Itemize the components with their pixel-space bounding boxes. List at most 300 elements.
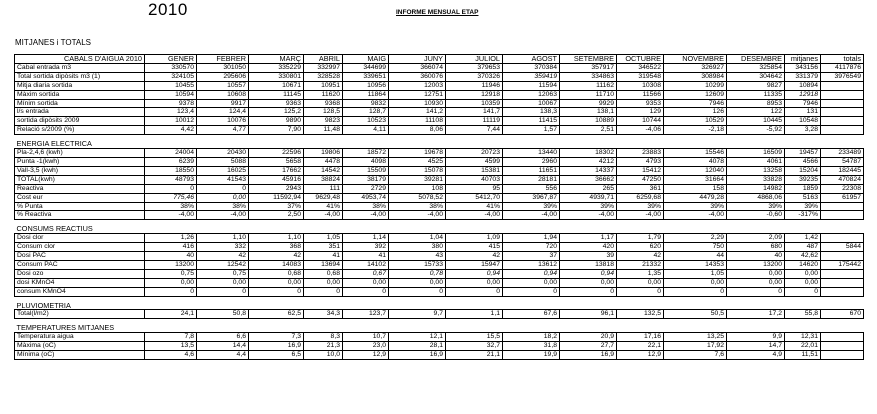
data-cell: 10930 [389, 99, 446, 108]
data-cell: 16,9 [249, 342, 304, 351]
data-cell: 304642 [727, 72, 785, 81]
data-cell: 32,7 [446, 342, 503, 351]
data-cell: 334863 [560, 72, 617, 81]
data-cell [821, 342, 864, 351]
data-cell: 125,2 [249, 108, 304, 117]
section-header-row [15, 324, 864, 332]
data-cell [821, 117, 864, 126]
data-cell: 21,3 [304, 342, 343, 351]
data-cell: 15078 [389, 166, 446, 175]
table-row [15, 99, 864, 108]
row-label: % Reactiva [15, 211, 145, 220]
data-cell: 670 [821, 310, 864, 319]
data-cell: 38% [343, 202, 389, 211]
data-cell: 9827 [727, 81, 785, 90]
data-cell: -0,60 [727, 211, 785, 220]
data-cell: 9353 [617, 99, 664, 108]
data-cell: 20723 [446, 149, 503, 158]
row-label: Temperatura aigua [15, 333, 145, 342]
data-cell: 22308 [821, 184, 864, 193]
data-cell [821, 351, 864, 360]
data-cell: 0 [197, 287, 249, 296]
data-cell: 39% [617, 202, 664, 211]
data-cell: 41 [343, 252, 389, 261]
data-cell: 13,25 [664, 333, 727, 342]
data-cell: 40 [727, 252, 785, 261]
data-cell: 10557 [197, 81, 249, 90]
data-cell: 0,94 [560, 269, 617, 278]
data-cell: 10951 [304, 81, 343, 90]
data-cell: 1,1 [446, 310, 503, 319]
data-cell: 0 [145, 184, 197, 193]
data-cell: 10445 [727, 117, 785, 126]
data-cell: 10308 [617, 81, 664, 90]
data-cell: 1,09 [446, 234, 503, 243]
table-row [15, 310, 864, 319]
data-cell: 0,00 [343, 278, 389, 287]
data-cell: 0,00 [503, 278, 560, 287]
data-cell: 13818 [560, 260, 617, 269]
column-header: totals [821, 55, 864, 64]
data-cell: -4,00 [446, 211, 503, 220]
data-cell: 0 [617, 287, 664, 296]
data-cell: 12751 [389, 90, 446, 99]
data-cell: 13440 [503, 149, 560, 158]
data-cell: 13200 [145, 260, 197, 269]
data-cell: 366074 [389, 63, 446, 72]
data-cell: 10,0 [304, 351, 343, 360]
data-cell: 10076 [197, 117, 249, 126]
section-header-row [15, 225, 864, 233]
data-cell: 39% [560, 202, 617, 211]
data-cell: 1,05 [664, 269, 727, 278]
data-cell: 10523 [343, 117, 389, 126]
table-row [15, 211, 864, 220]
column-header: OCTUBRE [617, 55, 664, 64]
data-cell: 8,06 [389, 126, 446, 135]
table-row [15, 126, 864, 135]
data-cell: 9,7 [389, 310, 446, 319]
section-header-row [15, 55, 864, 64]
data-cell: 330801 [249, 72, 304, 81]
data-cell: 40703 [446, 175, 503, 184]
data-cell: 10067 [503, 99, 560, 108]
row-label: % Punta [15, 202, 145, 211]
data-cell: 17,16 [617, 333, 664, 342]
data-cell: 0,75 [197, 269, 249, 278]
data-cell: 41% [446, 202, 503, 211]
data-cell [821, 81, 864, 90]
data-cell: 108 [389, 184, 446, 193]
data-cell: 129 [617, 108, 664, 117]
data-cell: 23883 [617, 149, 664, 158]
table-row [15, 243, 864, 252]
table-row [15, 175, 864, 184]
row-label: Cost eur [15, 193, 145, 202]
data-cell: 0,68 [249, 269, 304, 278]
data-cell: 13200 [727, 260, 785, 269]
data-cell: 1859 [785, 184, 821, 193]
table-row [15, 260, 864, 269]
data-cell: 1,57 [503, 126, 560, 135]
table-row [15, 193, 864, 202]
data-cell: 9832 [343, 99, 389, 108]
data-cell: 9917 [197, 99, 249, 108]
data-cell: 14,7 [727, 342, 785, 351]
data-cell: 14083 [249, 260, 304, 269]
data-cell: 0,00 [389, 278, 446, 287]
data-cell: 18550 [145, 166, 197, 175]
data-cell: 6239 [145, 157, 197, 166]
data-cell: 12918 [785, 90, 821, 99]
data-cell [821, 269, 864, 278]
data-cell: 328528 [304, 72, 343, 81]
data-cell: 0 [249, 287, 304, 296]
data-cell: 38% [145, 202, 197, 211]
data-cell: 1,14 [343, 234, 389, 243]
data-cell: 15509 [343, 166, 389, 175]
data-table [14, 54, 864, 360]
section-title: PLUVIOMETRIA [15, 302, 864, 310]
table-row [15, 287, 864, 296]
data-cell: 12040 [664, 166, 727, 175]
data-cell [821, 211, 864, 220]
row-label: TOTAL(kwh) [15, 175, 145, 184]
data-cell: 332 [197, 243, 249, 252]
table-row [15, 90, 864, 99]
data-cell: 122 [727, 108, 785, 117]
table-row [15, 351, 864, 360]
data-cell: 487 [785, 243, 821, 252]
row-label: Consum PAC [15, 260, 145, 269]
row-label: Màxim sortida [15, 90, 145, 99]
data-cell: 0,00 [785, 278, 821, 287]
data-cell: -4,00 [343, 211, 389, 220]
data-cell: 331379 [785, 72, 821, 81]
data-cell: 4793 [617, 157, 664, 166]
data-cell: 0 [727, 287, 785, 296]
data-cell: 4479,28 [664, 193, 727, 202]
data-cell: 4212 [560, 157, 617, 166]
data-cell: 0 [446, 287, 503, 296]
data-cell: 15381 [446, 166, 503, 175]
data-cell [821, 252, 864, 261]
data-cell: 1,04 [389, 234, 446, 243]
row-label: Punta -1(kwh) [15, 157, 145, 166]
row-label: Dosi ozo [15, 269, 145, 278]
table-row [15, 149, 864, 158]
data-cell: 339651 [343, 72, 389, 81]
data-cell: 11,51 [785, 351, 821, 360]
data-cell: 3976549 [821, 72, 864, 81]
data-cell: 11592,94 [249, 193, 304, 202]
data-cell: 265 [560, 184, 617, 193]
data-cell: 12,9 [617, 351, 664, 360]
data-cell: 0,00 [785, 269, 821, 278]
data-cell: 380 [389, 243, 446, 252]
table-row [15, 72, 864, 81]
row-label: Dosi PAC [15, 252, 145, 261]
table-row [15, 63, 864, 72]
data-cell: 18,2 [503, 333, 560, 342]
data-cell: 10744 [617, 117, 664, 126]
data-cell: 13694 [304, 260, 343, 269]
data-cell: 0 [785, 287, 821, 296]
data-cell: 0,00 [446, 278, 503, 287]
data-cell: 11710 [560, 90, 617, 99]
data-cell: 5658 [249, 157, 304, 166]
section-title: CONSUMS REACTIUS [15, 225, 864, 233]
data-cell: 15733 [389, 260, 446, 269]
column-header: DESEMBRE [727, 55, 785, 64]
data-cell: 50,8 [197, 310, 249, 319]
data-cell: 20,9 [560, 333, 617, 342]
data-cell: 12918 [446, 90, 503, 99]
table-row [15, 117, 864, 126]
table-row [15, 81, 864, 90]
data-cell: 28,1 [389, 342, 446, 351]
data-cell: 6,5 [249, 351, 304, 360]
data-cell: 16025 [197, 166, 249, 175]
data-cell: 39% [503, 202, 560, 211]
data-cell: 420 [560, 243, 617, 252]
data-cell: 4078 [664, 157, 727, 166]
data-cell: -4,00 [560, 211, 617, 220]
data-cell: 34,3 [304, 310, 343, 319]
data-cell: 2,09 [727, 234, 785, 243]
data-cell: 22,1 [617, 342, 664, 351]
data-cell: 12063 [503, 90, 560, 99]
row-label: Relació s/2009 (%) [15, 126, 145, 135]
data-cell: 2,51 [560, 126, 617, 135]
data-cell: 0 [197, 184, 249, 193]
data-cell: 10359 [446, 99, 503, 108]
data-cell: 38824 [304, 175, 343, 184]
data-cell: 2960 [503, 157, 560, 166]
data-cell: 96,1 [560, 310, 617, 319]
report-year: 2010 [148, 0, 188, 19]
data-cell: 11864 [343, 90, 389, 99]
row-label: Dosi clor [15, 234, 145, 243]
data-cell: 11,48 [304, 126, 343, 135]
data-cell: 5078,52 [389, 193, 446, 202]
data-cell: 7,8 [145, 333, 197, 342]
data-cell: 41 [304, 252, 343, 261]
data-cell: 4939,71 [560, 193, 617, 202]
section-title: ENERGIA ELECTRICA [15, 140, 864, 148]
data-cell: 22,01 [785, 342, 821, 351]
data-cell: 39235 [785, 175, 821, 184]
table-row [15, 333, 864, 342]
column-header: GENER [145, 55, 197, 64]
data-cell: 10012 [145, 117, 197, 126]
data-cell: 233489 [821, 149, 864, 158]
data-cell: 18302 [560, 149, 617, 158]
data-cell: 14,4 [197, 342, 249, 351]
data-cell: 0 [145, 287, 197, 296]
data-cell: 2,29 [664, 234, 727, 243]
data-cell: 8,3 [304, 333, 343, 342]
row-label: Total(l/m2) [15, 310, 145, 319]
data-cell: 0,00 [197, 193, 249, 202]
data-cell: 1,05 [304, 234, 343, 243]
data-cell: 95 [446, 184, 503, 193]
data-cell: 111 [304, 184, 343, 193]
data-cell: 131 [785, 108, 821, 117]
data-cell: 10,7 [343, 333, 389, 342]
data-cell: 4117876 [821, 63, 864, 72]
data-cell: 158 [664, 184, 727, 193]
data-cell: 12609 [664, 90, 727, 99]
data-cell: 8953 [727, 99, 785, 108]
data-cell: 39 [560, 252, 617, 261]
data-cell: 7,44 [446, 126, 503, 135]
data-cell: 16509 [727, 149, 785, 158]
data-cell: 12542 [197, 260, 249, 269]
data-cell: 7,90 [249, 126, 304, 135]
data-cell [821, 234, 864, 243]
data-cell: 1,10 [249, 234, 304, 243]
data-cell: 0 [560, 287, 617, 296]
data-cell: 4098 [343, 157, 389, 166]
data-cell: 33828 [727, 175, 785, 184]
data-cell: 38% [389, 202, 446, 211]
data-cell: 31664 [664, 175, 727, 184]
data-cell: 0,00 [304, 278, 343, 287]
data-cell: 5163 [785, 193, 821, 202]
data-cell: 138,3 [503, 108, 560, 117]
data-cell: 2729 [343, 184, 389, 193]
data-cell: 10594 [145, 90, 197, 99]
column-header: SETEMBRE [560, 55, 617, 64]
data-cell: 330570 [145, 63, 197, 72]
data-cell: 370384 [503, 63, 560, 72]
data-cell: 1,35 [617, 269, 664, 278]
data-cell: 295606 [197, 72, 249, 81]
data-cell: 0,00 [249, 278, 304, 287]
data-cell: -5,92 [727, 126, 785, 135]
data-cell: 4525 [389, 157, 446, 166]
data-cell: 11594 [503, 81, 560, 90]
data-cell: 39281 [389, 175, 446, 184]
data-cell: 43 [389, 252, 446, 261]
data-cell: 11145 [249, 90, 304, 99]
section-header-row [15, 302, 864, 310]
data-cell: 379653 [446, 63, 503, 72]
data-cell: 7946 [664, 99, 727, 108]
data-cell: 39% [664, 202, 727, 211]
data-cell: 301050 [197, 63, 249, 72]
data-cell: 620 [617, 243, 664, 252]
data-cell: 27,7 [560, 342, 617, 351]
data-cell: 126 [664, 108, 727, 117]
data-cell: 38% [197, 202, 249, 211]
data-cell: 14353 [664, 260, 727, 269]
data-cell: 2943 [249, 184, 304, 193]
data-cell: 15204 [785, 166, 821, 175]
row-label: Reactiva [15, 184, 145, 193]
data-cell: 416 [145, 243, 197, 252]
data-cell: 0,78 [389, 269, 446, 278]
data-cell: 12,9 [343, 351, 389, 360]
data-cell [821, 333, 864, 342]
data-cell: 9363 [249, 99, 304, 108]
data-cell: 4,77 [197, 126, 249, 135]
data-cell: 24,1 [145, 310, 197, 319]
data-cell: 360076 [389, 72, 446, 81]
data-cell: 9890 [249, 117, 304, 126]
data-cell: 1,42 [785, 234, 821, 243]
data-cell: 10529 [664, 117, 727, 126]
data-cell: 1,17 [560, 234, 617, 243]
column-header: MAIG [343, 55, 389, 64]
data-cell [821, 108, 864, 117]
data-cell: 3,28 [785, 126, 821, 135]
data-cell: 44 [664, 252, 727, 261]
data-cell: 182445 [821, 166, 864, 175]
row-label: Consum clor [15, 243, 145, 252]
data-cell: -4,00 [197, 211, 249, 220]
data-cell: 16,9 [560, 351, 617, 360]
data-cell: 10956 [343, 81, 389, 90]
data-cell: 128,7 [343, 108, 389, 117]
data-cell: 54787 [821, 157, 864, 166]
data-cell: 17,2 [727, 310, 785, 319]
data-cell: 123,7 [343, 310, 389, 319]
data-cell: 308984 [664, 72, 727, 81]
data-cell: 7946 [785, 99, 821, 108]
data-cell: 16,9 [389, 351, 446, 360]
data-cell: 4,11 [343, 126, 389, 135]
data-cell: 9378 [145, 99, 197, 108]
column-header: mitjanes [785, 55, 821, 64]
data-cell: 13258 [727, 166, 785, 175]
data-cell: 12003 [389, 81, 446, 90]
data-cell: 0,00 [197, 278, 249, 287]
data-cell: 141,7 [446, 108, 503, 117]
data-cell [821, 278, 864, 287]
data-cell: 10299 [664, 81, 727, 90]
data-cell: 326927 [664, 63, 727, 72]
data-cell: 5844 [821, 243, 864, 252]
data-cell: 556 [503, 184, 560, 193]
data-cell: 470824 [821, 175, 864, 184]
table-row [15, 252, 864, 261]
data-cell: 9368 [304, 99, 343, 108]
data-cell: 359419 [503, 72, 560, 81]
data-cell: 15546 [664, 149, 727, 158]
data-cell: 132,5 [617, 310, 664, 319]
row-label: Mínima (oC) [15, 351, 145, 360]
data-cell: 124,4 [197, 108, 249, 117]
data-cell: 19678 [389, 149, 446, 158]
data-cell: 9629,48 [304, 193, 343, 202]
data-cell: 0,67 [343, 269, 389, 278]
data-cell: 5088 [197, 157, 249, 166]
data-cell: 0,00 [727, 278, 785, 287]
data-cell: 4953,74 [343, 193, 389, 202]
table-row [15, 278, 864, 287]
row-label: sortida dipòsits 2009 [15, 117, 145, 126]
data-cell: 0 [304, 287, 343, 296]
data-cell: 14620 [785, 260, 821, 269]
data-cell: 21332 [617, 260, 664, 269]
row-label: Mínim sortida [15, 99, 145, 108]
data-cell: 0,00 [727, 269, 785, 278]
data-cell: 0,00 [664, 278, 727, 287]
column-header: NOVEMBRE [664, 55, 727, 64]
data-cell: 325854 [727, 63, 785, 72]
